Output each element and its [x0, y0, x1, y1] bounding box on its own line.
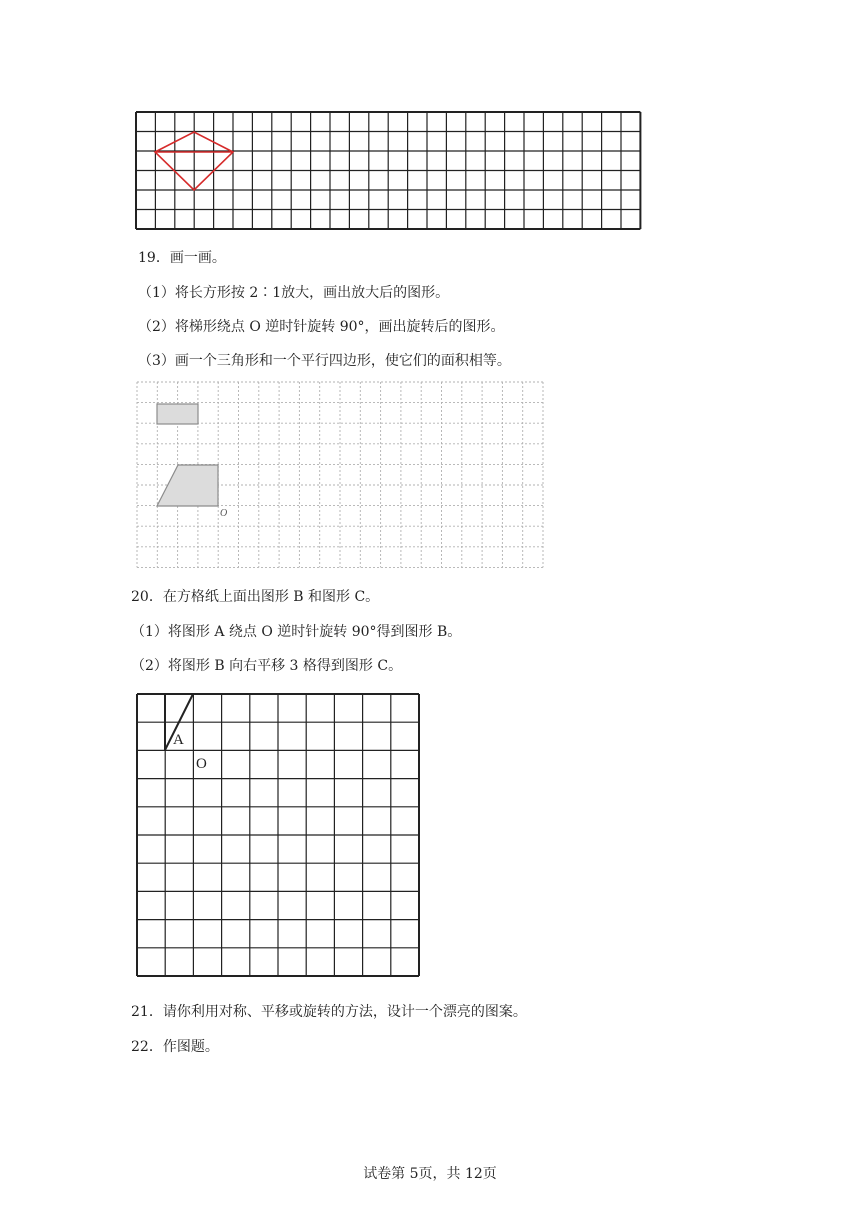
q20-figure-a [165, 694, 193, 750]
top-grid [136, 112, 640, 229]
q20-grid [137, 694, 419, 976]
q21-title: 请你利用对称、平移或旋转的方法，设计一个漂亮的图案。 [162, 1004, 527, 1020]
q20-item-1: （1）将图形 A 绕点 O 逆时针旋转 90°得到图形 B。 [131, 624, 462, 640]
q20-item-2: （2）将图形 B 向右平移 3 格得到图形 C。 [131, 658, 403, 674]
page-footer: 试卷第 5页，共 12页 [363, 1166, 497, 1182]
q19-dotted-grid [137, 382, 543, 567]
q19-title: 画一画。 [169, 250, 226, 266]
q19-trapezoid [157, 465, 218, 506]
red-figure-quadrilateral [155, 132, 233, 190]
q19-number: 19． [138, 250, 170, 266]
q20-title: 在方格纸上面出图形 B 和图形 C。 [162, 589, 380, 605]
q19-point-o-label: O [220, 508, 228, 519]
q22-number: 22． [131, 1039, 163, 1055]
q19-item-3: （3）画一个三角形和一个平行四边形，使它们的面积相等。 [138, 353, 511, 369]
q20-heading [131, 588, 379, 606]
q20-figure-a-label: A [173, 732, 184, 748]
q19-item-1: （1）将长方形按 2∶1放大，画出放大后的图形。 [138, 285, 450, 301]
q21-heading [131, 1003, 527, 1021]
q22-heading [131, 1038, 219, 1056]
q19-rectangle [157, 404, 198, 424]
q22-title: 作图题。 [162, 1039, 219, 1055]
q19-item-2: （2）将梯形绕点 O 逆时针旋转 90°，画出旋转后的图形。 [138, 319, 505, 335]
q20-number: 20． [131, 589, 163, 605]
q20-point-o-label: O [196, 756, 207, 772]
q19-heading [138, 249, 226, 267]
q21-number: 21． [131, 1004, 163, 1020]
